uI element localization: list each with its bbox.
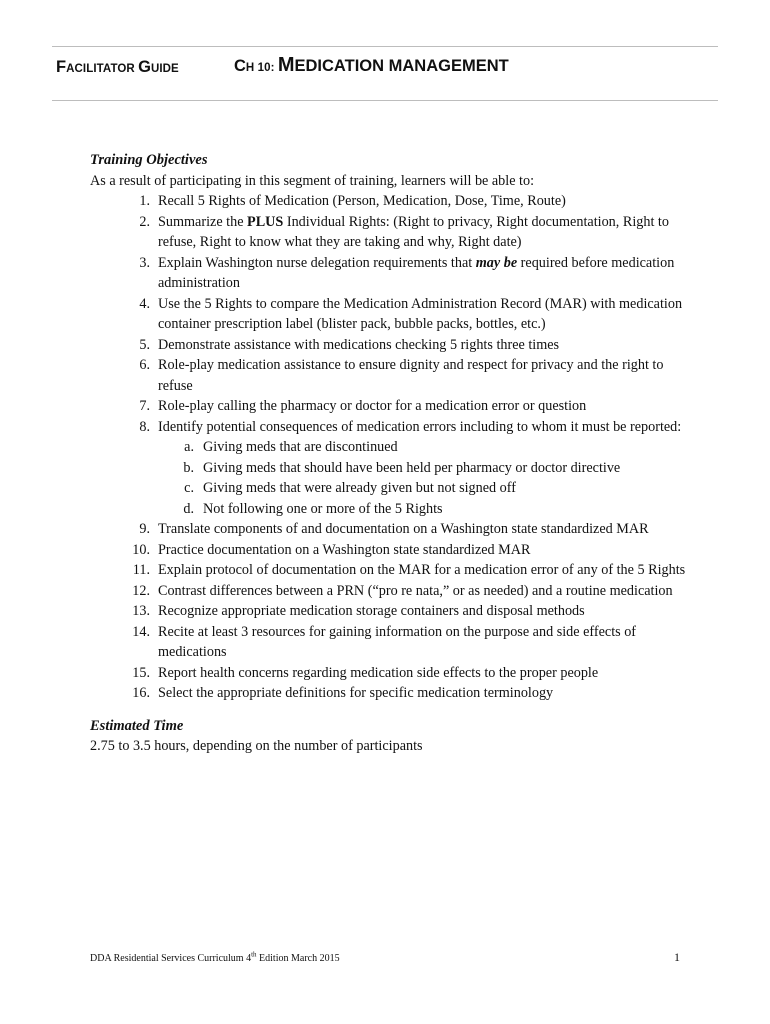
objective-item: 2. Summarize the PLUS Individual Rights: (Right to privacy, Right documentation, Right to refuse, Right to know what they are taking and why, Right date) (139, 213, 669, 250)
objective-item: 6. Role-play medication assistance to ensure dignity and respect for privacy and the right to refuse (139, 357, 664, 394)
facilitator-guide-label: FACILITATOR GUIDE (56, 58, 179, 76)
objective-item: 7. Role-play calling the pharmacy or doctor for a medication error or question (139, 398, 587, 414)
sublist-item: c. Giving meds that were already given but not signed off (184, 480, 516, 496)
objective-item: 1. Recall 5 Rights of Medication (Person, Medication, Dose, Time, Route) (139, 193, 566, 209)
sublist-item: d. Not following one or more of the 5 Rights (183, 500, 443, 517)
page-footer (90, 948, 680, 966)
error-consequences-sublist (158, 437, 690, 519)
objectives-intro: As a result of participating in this segment of training, learners will be able to: (90, 172, 535, 189)
estimated-time-heading: Estimated Time (90, 717, 184, 734)
objective-item: 9. Translate components of and documentation on a Washington state standardized MAR (139, 521, 649, 537)
page-number: 1 (674, 950, 680, 964)
objective-item: 16. Select the appropriate definitions for specific medication terminology (132, 685, 554, 701)
objective-item: 13. Recognize appropriate medication storage containers and disposal methods (132, 603, 585, 619)
objective-item: 14. Recite at least 3 resources for gaining information on the purpose and side effects of medications (132, 623, 637, 660)
objective-item: 5. Demonstrate assistance with medications checking 5 rights three times (139, 336, 560, 353)
objective-item: 4. Use the 5 Rights to compare the Medication Administration Record (MAR) with medication container prescription label (blister pack, bubble packs, bottles, etc.) (139, 295, 683, 332)
sublist-item: a. Giving meds that are discontinued (184, 439, 398, 455)
objective-item: 8. Identify potential consequences of medication errors including to whom it must be reported: a. Giving meds that are discontinued b. Giving meds that should have been held per pharmacy or doctor directive c. Giving meds that were already given but not signed off d. Not following one or more of the 5 Rights (90, 417, 690, 520)
estimated-time-text: 2.75 to 3.5 hours, depending on the number of participants (90, 738, 423, 754)
main-content (90, 150, 690, 757)
header-top-rule (52, 46, 718, 47)
footer-citation: DDA Residential Services Curriculum 4th Edition March 2015 (90, 951, 340, 965)
objective-item: 15. Report health concerns regarding medication side effects to the proper people (132, 664, 599, 681)
header-bottom-rule (52, 100, 718, 101)
objective-item: 10. Practice documentation on a Washington state standardized MAR (132, 541, 531, 558)
training-objectives-heading: Training Objectives (90, 152, 208, 168)
objective-item: 12. Contrast differences between a PRN (“pro re nata,” or as needed) and a routine medication (132, 582, 673, 599)
objectives-list (90, 191, 690, 704)
sublist-item: b. Giving meds that should have been held per pharmacy or doctor directive (183, 459, 621, 476)
chapter-title: CH 10: MEDICATION MANAGEMENT (234, 54, 509, 76)
objective-item: 3. Explain Washington nurse delegation requirements that may be required before medication administration (139, 254, 675, 291)
objective-item: 11. Explain protocol of documentation on the MAR for a medication error of any of the 5 Rights (132, 562, 686, 578)
